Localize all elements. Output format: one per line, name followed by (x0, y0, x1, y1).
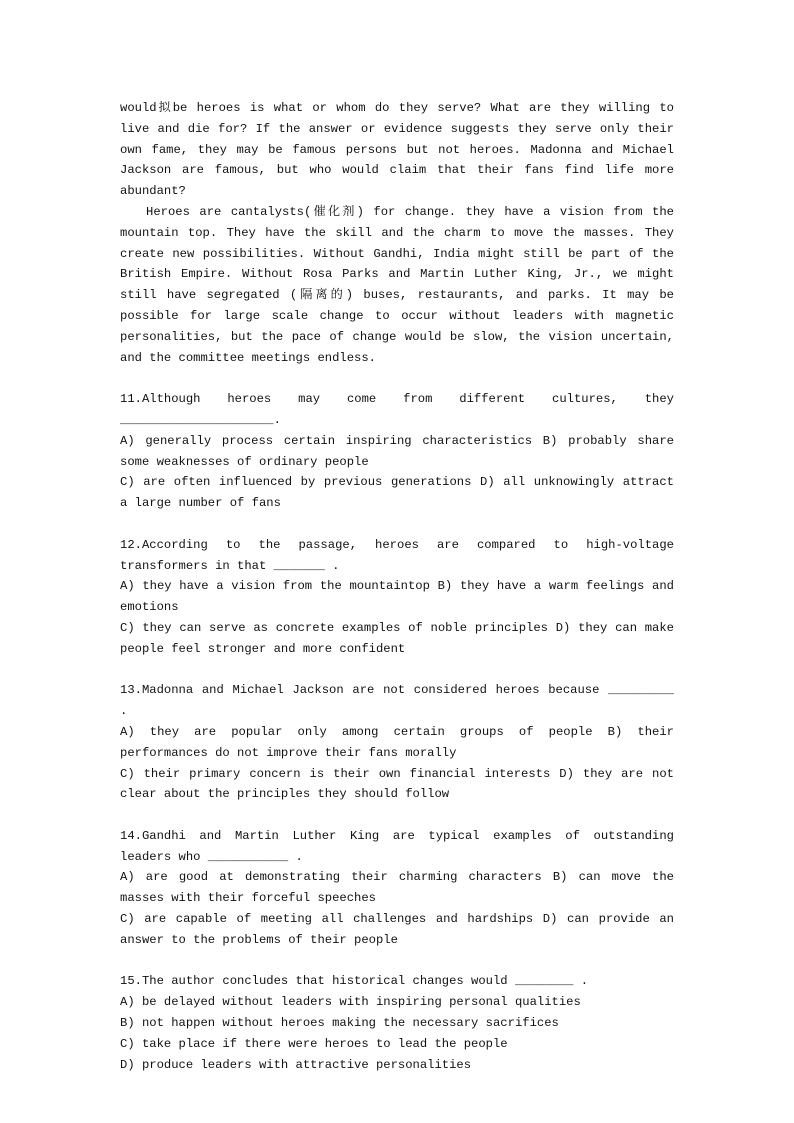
question-12 (120, 535, 674, 660)
question-stem: 12.According to the passage, heroes are compared to high-voltage transformers in that _______ . (120, 537, 674, 573)
question-options-ab: A) generally process certain inspiring characteristics B) probably share some weaknesses of ordinary people (120, 433, 674, 469)
question-14 (120, 826, 674, 951)
question-11 (120, 389, 674, 514)
question-15 (120, 971, 674, 1075)
passage-paragraph-1: would拟be heroes is what or whom do they serve? What are they willing to live and die for? If the answer or evidence suggests they serve only their own fame, they may be famous persons but not heroes. Madonna and Michael Jackson are famous, but who would claim that their fans find life more abundant? (120, 101, 674, 199)
question-options-ab: A) are good at demonstrating their charming characters B) can move the masses with their forceful speeches (120, 870, 674, 906)
question-option-c: C) take place if there were heroes to lead the people (120, 1036, 508, 1051)
question-stem: 11.Although heroes may come from different cultures, they _____________________. (120, 392, 674, 427)
question-options-cd: C) are capable of meeting all challenges and hardships D) can provide an answer to the problems of their people (120, 912, 674, 947)
passage-paragraph-2: Heroes are cantalysts(催化剂) for change. they have a vision from the mountain top. They have the skill and the charm to move the masses. They create new possibilities. Without Gandhi, India might still be part of the British Empire. Without Rosa Parks and Martin Luther King, Jr., we might still have segregated (隔离的) buses, restaurants, and parks. It may be possible for large scale change to occur without leaders with magnetic personalities, but the pace of change would be slow, the vision uncertain, and the committee meetings endless. (120, 204, 674, 365)
question-stem: 13.Madonna and Michael Jackson are not considered heroes because _________ . (120, 683, 674, 719)
question-options-ab: A) they have a vision from the mountaintop B) they have a warm feelings and emotions (120, 579, 674, 615)
question-options-ab: A) they are popular only among certain groups of people B) their performances do not improve their fans morally (120, 724, 674, 760)
question-option-b: B) not happen without heroes making the necessary sacrifices (120, 1016, 559, 1031)
question-stem: 15.The author concludes that historical changes would ________ . (120, 974, 589, 989)
question-option-d: D) produce leaders with attractive personalities (120, 1057, 472, 1072)
question-options-cd: C) they can serve as concrete examples of noble principles D) they can make people feel stronger and more confident (120, 620, 674, 656)
question-option-a: A) be delayed without leaders with inspiring personal qualities (120, 995, 581, 1010)
question-options-cd: C) are often influenced by previous generations D) all unknowingly attract a large number of fans (120, 475, 674, 511)
document-page (120, 98, 674, 1075)
question-13 (120, 680, 674, 805)
question-options-cd: C) their primary concern is their own financial interests D) they are not clear about the principles they should follow (120, 766, 674, 802)
question-stem: 14.Gandhi and Martin Luther King are typical examples of outstanding leaders who ___________ . (120, 828, 674, 864)
